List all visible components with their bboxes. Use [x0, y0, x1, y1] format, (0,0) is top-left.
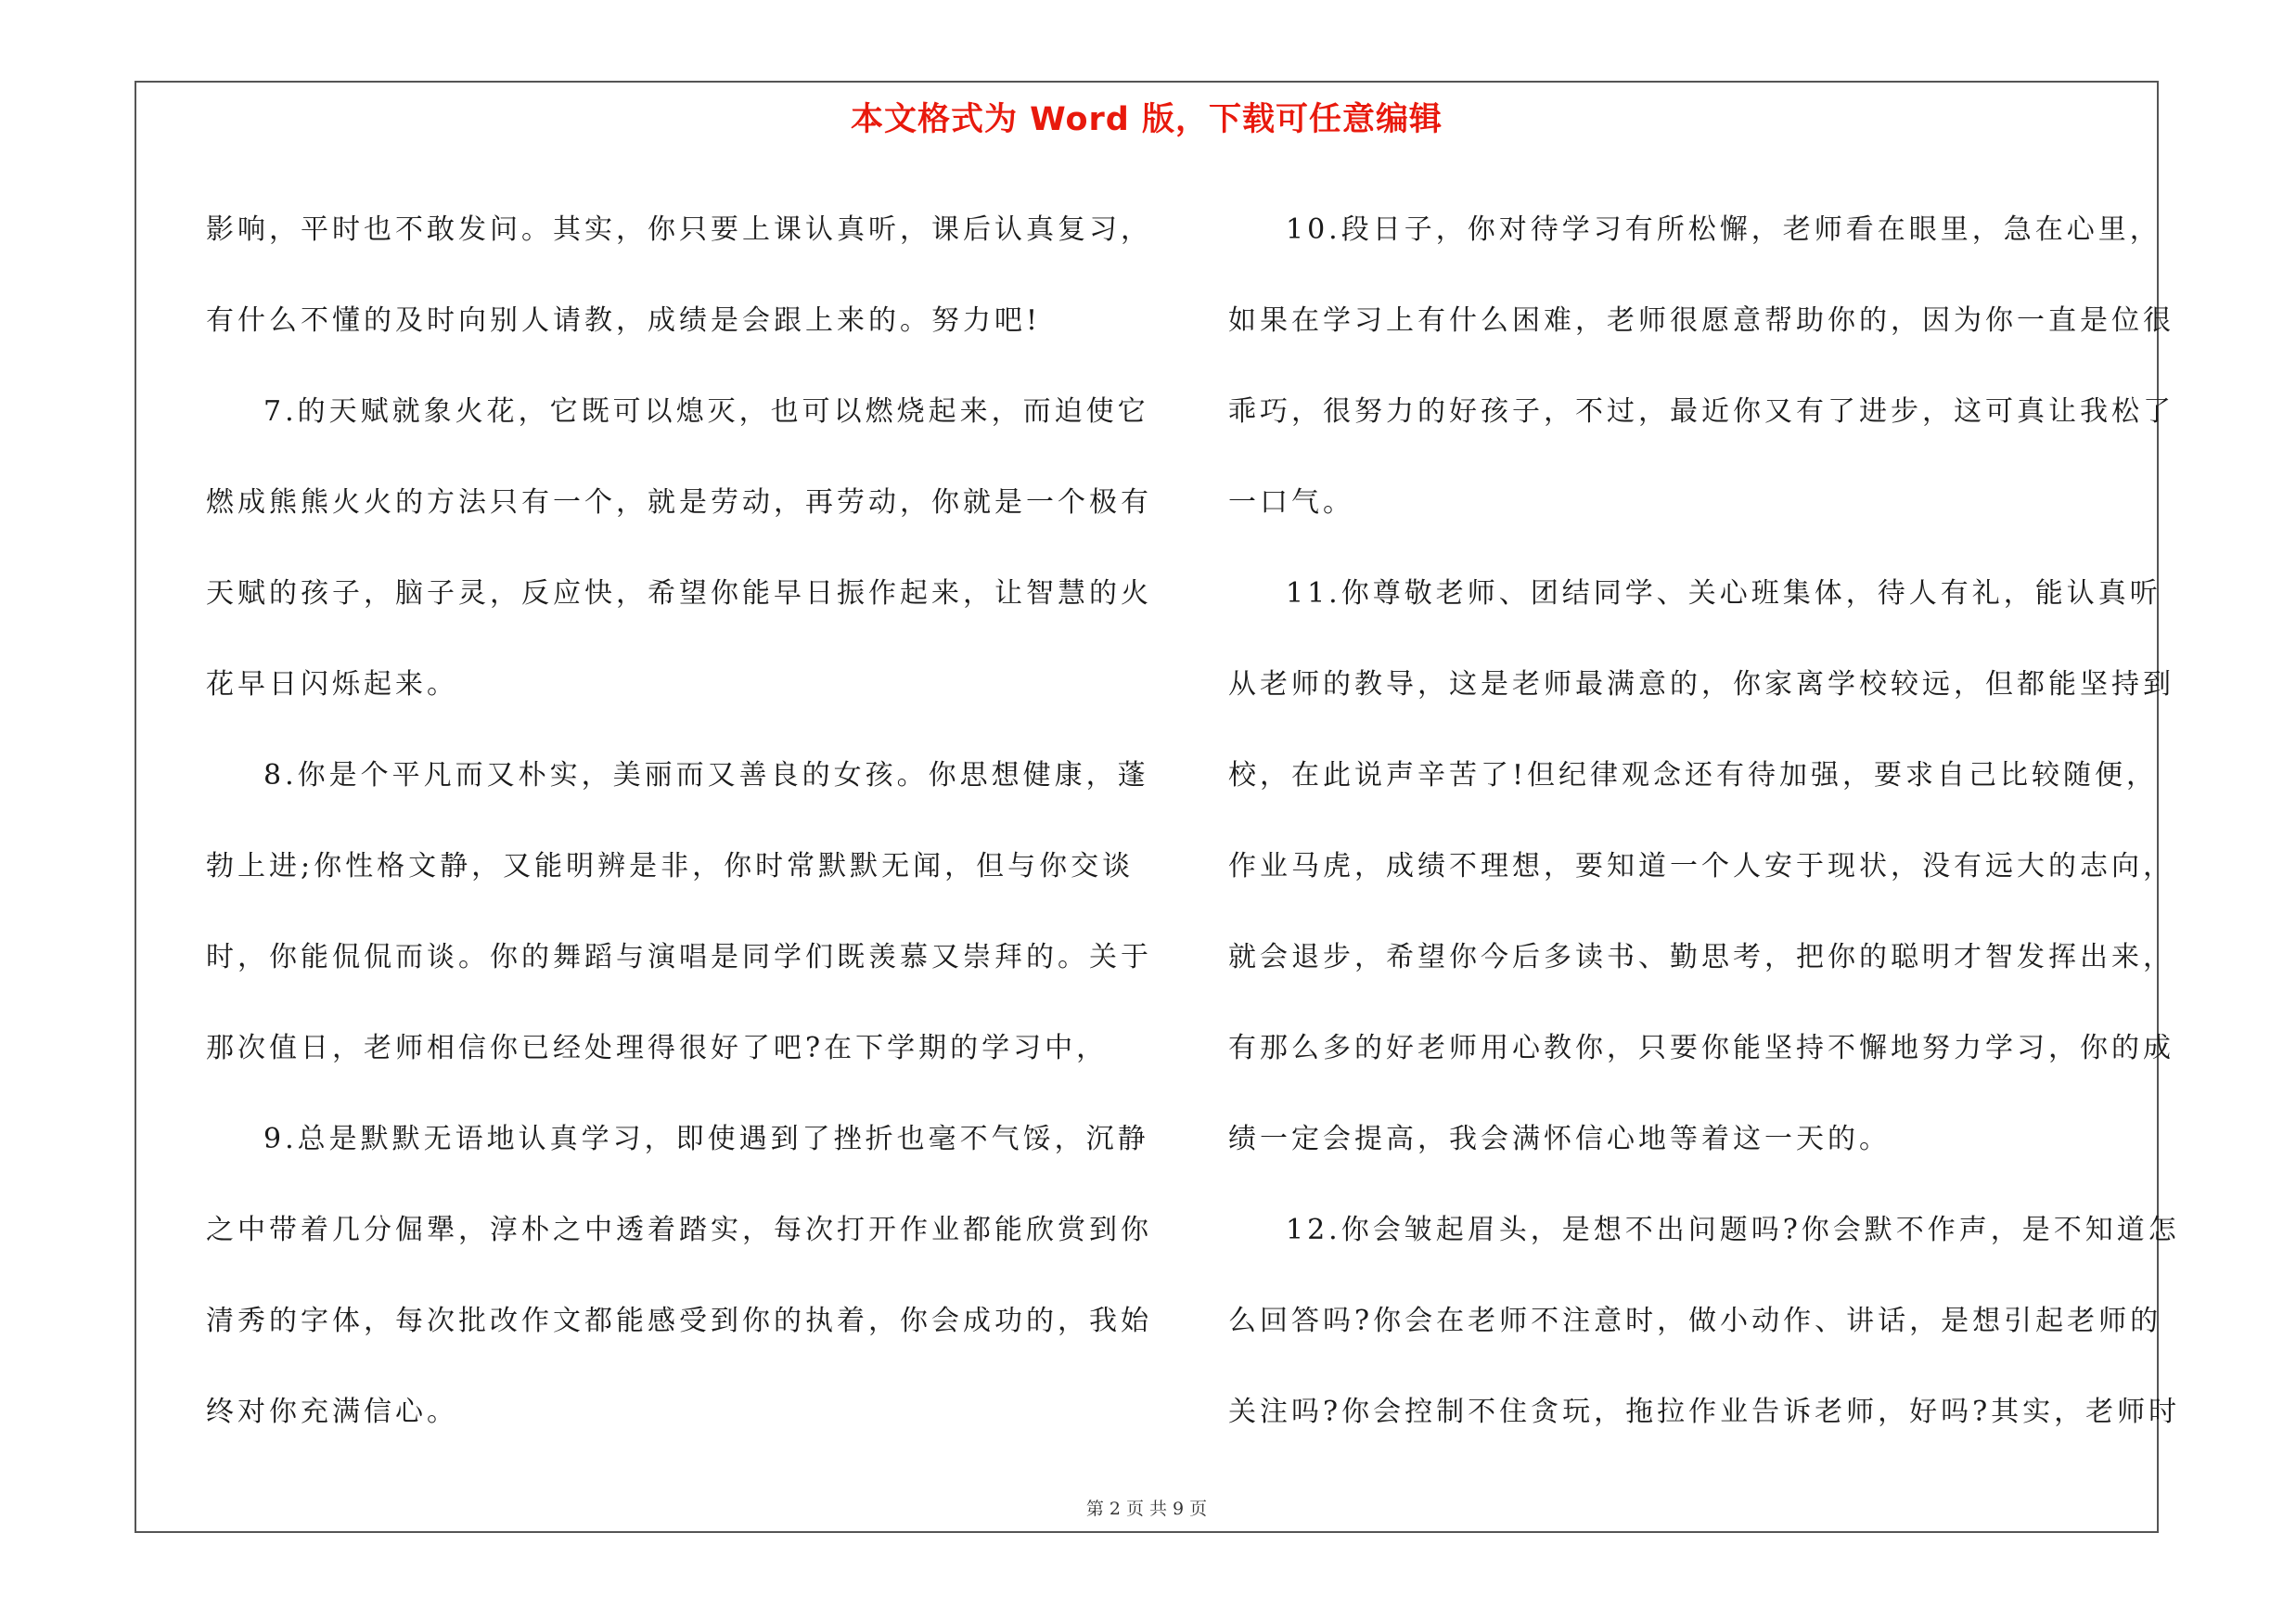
paragraph-start: 9.总是默默无语地认真学习，即使遇到了挫折也毫不气馁，沉静: [263, 1123, 1149, 1155]
text-line: 勃上进;你性格文静，又能明辨是非，你时常默默无闻，但与你交谈: [206, 850, 1135, 882]
text-line: 清秀的字体，每次批改作文都能感受到你的执着，你会成功的，我始: [206, 1305, 1152, 1337]
paragraph-start: 10.段日子，你对待学习有所松懈，老师看在眼里，急在心里，: [1286, 213, 2161, 246]
right-column: [1228, 185, 2181, 1458]
text-line: 作业马虎，成绩不理想，要知道一个人安于现状，没有远大的志向，: [1228, 850, 2174, 882]
page-frame: [135, 81, 2181, 1533]
text-line: 燃成熊熊火火的方法只有一个，就是劳动，再劳动，你就是一个极有: [206, 486, 1152, 519]
text-line: 有那么多的好老师用心教你，只要你能坚持不懈地努力学习，你的成: [1228, 1032, 2174, 1064]
text-line: 影响，平时也不敢发问。其实，你只要上课认真听，课后认真复习，: [206, 213, 1152, 246]
text-line: 校，在此说声辛苦了!但纪律观念还有待加强，要求自己比较随便，: [1228, 759, 2159, 792]
text-line: 乖巧，很努力的好孩子，不过，最近你又有了进步，这可真让我松了: [1228, 395, 2174, 428]
text-line: 之中带着几分倔犟，淳朴之中透着踏实，每次打开作业都能欣赏到你: [206, 1214, 1152, 1246]
text-line: 时，你能侃侃而谈。你的舞蹈与演唱是同学们既羡慕又崇拜的。关于: [206, 941, 1152, 973]
text-line: 天赋的孩子，脑子灵，反应快，希望你能早日振作起来，让智慧的火: [206, 577, 1152, 610]
text-line: 关注吗?你会控制不住贪玩，拖拉作业告诉老师，好吗?其实，老师时: [1228, 1396, 2181, 1428]
text-line: 那次值日，老师相信你已经处理得很好了吧?在下学期的学习中，: [206, 1032, 1109, 1064]
header-banner: 本文格式为 Word 版，下载可任意编辑: [850, 101, 1443, 138]
paragraph-start: 11.你尊敬老师、团结同学、关心班集体，待人有礼，能认真听: [1286, 577, 2161, 610]
paragraph-start: 12.你会皱起眉头，是想不出问题吗?你会默不作声，是不知道怎: [1286, 1214, 2180, 1246]
text-line: 花早日闪烁起来。: [206, 668, 458, 701]
text-line: 终对你充满信心。: [206, 1396, 458, 1428]
text-line: 一口气。: [1228, 486, 1354, 519]
text-line: 从老师的教导，这是老师最满意的，你家离学校较远，但都能坚持到: [1228, 668, 2174, 701]
text-line: 么回答吗?你会在老师不注意时，做小动作、讲话，是想引起老师的: [1228, 1305, 2162, 1337]
text-line: 有什么不懂的及时向别人请教，成绩是会跟上来的。努力吧!: [206, 304, 1042, 337]
paragraph-start: 7.的天赋就象火花，它既可以熄灭，也可以燃烧起来，而迫使它: [263, 395, 1149, 428]
paragraph-start: 8.你是个平凡而又朴实，美丽而又善良的女孩。你思想健康，蓬: [263, 759, 1149, 792]
left-column: [206, 185, 1152, 1458]
text-line: 绩一定会提高，我会满怀信心地等着这一天的。: [1228, 1123, 1891, 1155]
text-line: 如果在学习上有什么困难，老师很愿意帮助你的，因为你一直是位很: [1228, 304, 2174, 337]
page-indicator: 第 2 页 共 9 页: [1085, 1499, 1208, 1519]
text-line: 就会退步，希望你今后多读书、勤思考，把你的聪明才智发挥出来，: [1228, 941, 2174, 973]
